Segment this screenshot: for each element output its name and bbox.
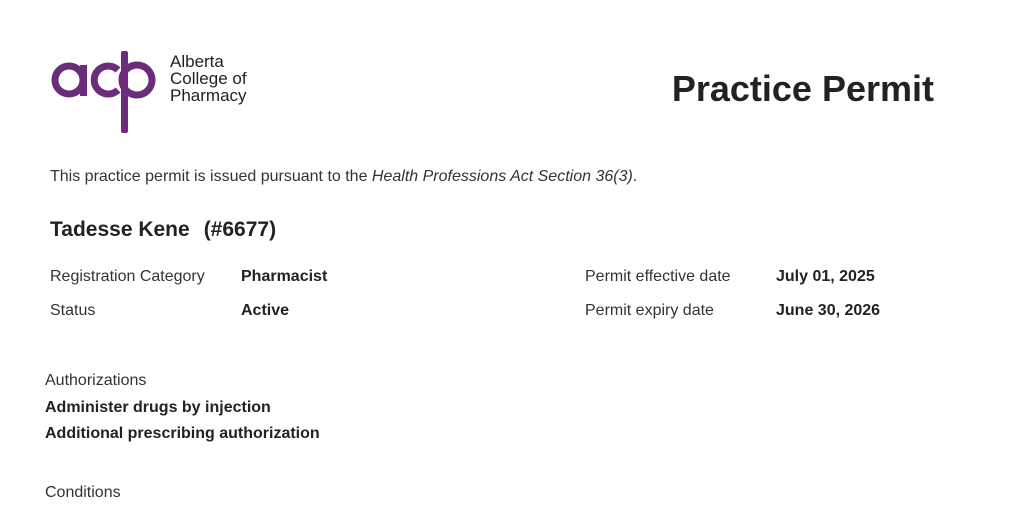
expiry-date-value: June 30, 2026: [776, 302, 881, 319]
registration-category-label: Registration Category: [50, 268, 205, 285]
acp-monogram-icon: [50, 48, 160, 138]
status-label: Status: [50, 302, 96, 319]
intro-suffix: .: [632, 168, 638, 185]
effective-date-label: Permit effective date: [585, 268, 731, 285]
effective-date-value: July 01, 2025: [776, 268, 875, 285]
registration-number: (#6677): [203, 218, 277, 241]
authorization-item: Administer drugs by injection: [45, 399, 271, 416]
conditions-heading: Conditions: [45, 484, 121, 501]
authorizations-heading: Authorizations: [45, 372, 147, 389]
permit-holder: [50, 218, 276, 242]
intro-prefix: This practice permit is issued pursuant to the: [50, 168, 372, 185]
intro-statement: [50, 168, 637, 186]
logo-line-2: College of: [170, 69, 247, 88]
logo-line-1: Alberta: [170, 52, 224, 71]
status-value: Active: [241, 302, 290, 319]
intro-act-reference: Health Professions Act Section 36(3): [371, 168, 633, 185]
expiry-date-label: Permit expiry date: [585, 302, 714, 319]
holder-name: Tadesse Kene: [50, 218, 190, 241]
logo-wordmark: [170, 53, 247, 104]
authorization-item: Additional prescribing authorization: [45, 425, 320, 442]
logo-line-3: Pharmacy: [170, 86, 247, 105]
registration-category-value: Pharmacist: [241, 268, 328, 285]
page-title: Practice Permit: [671, 68, 934, 109]
acp-logo: [50, 48, 280, 138]
